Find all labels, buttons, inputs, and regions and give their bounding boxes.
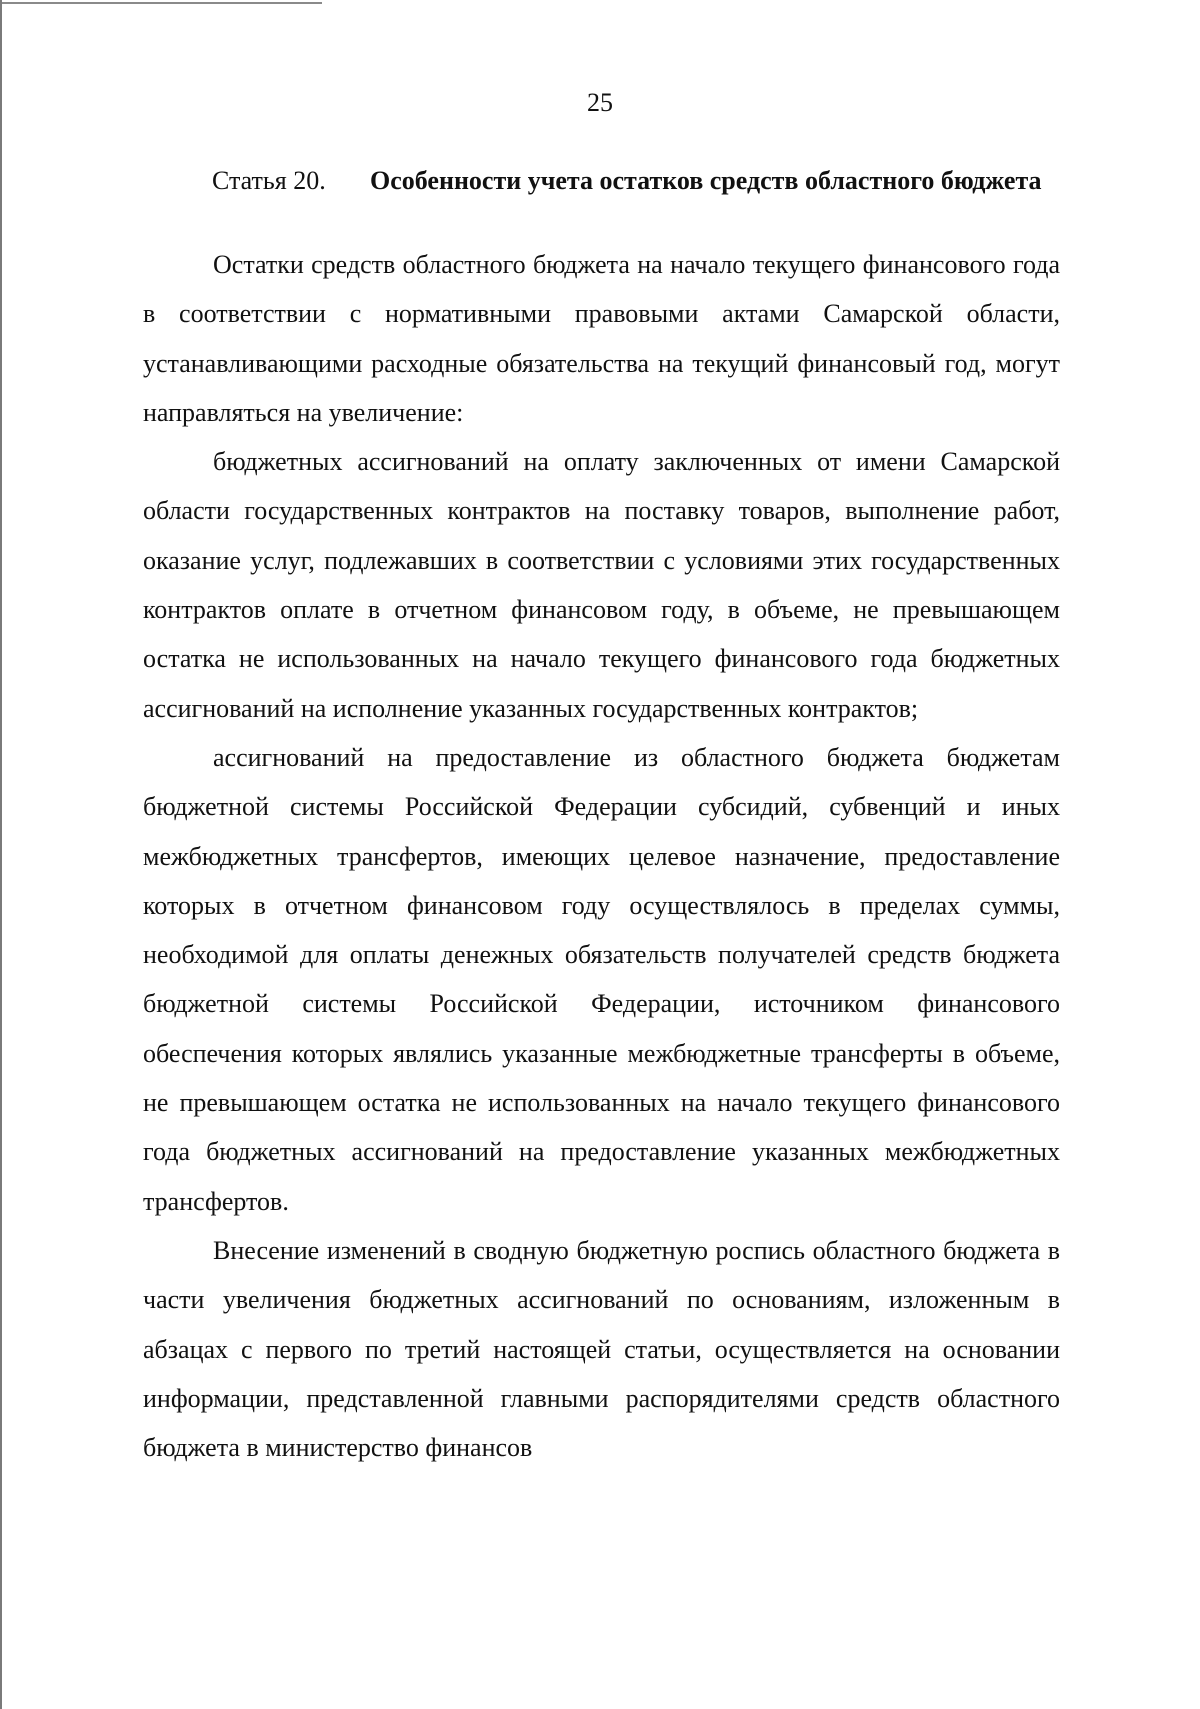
page-number: 25 bbox=[587, 88, 613, 117]
scan-edge-line bbox=[0, 0, 2, 1709]
article-label: Статья 20. bbox=[212, 166, 326, 195]
paragraph: бюджетных ассигнований на оплату заключенных от имени Самарской области государственных контрактов на поставку товаров, выполнение работ, оказание услуг, подлежавших в соответствии с условиями этих государственных контрактов оплате в отчетном финансовом году, в объеме, не превышающем остатка не использованных на начало текущего финансового года бюджетных ассигнований на исполнение указанных государственных контрактов; bbox=[143, 447, 1060, 723]
paragraph: ассигнований на предоставление из областного бюджета бюджетам бюджетной системы Российской Федерации субсидий, субвенций и иных межбюджетных трансфертов, имеющих целевое назначение, предоставление которых в отчетном финансовом году осуществлялось в пределах суммы, необходимой для оплаты денежных обязательств получателей средств бюджета бюджетной системы Российской Федерации, источником финансового обеспечения которых являлись указанные межбюджетные трансферты в объеме, не превышающем остатка не использованных на начало текущего финансового года бюджетных ассигнований на предоставление указанных межбюджетных трансфертов. bbox=[143, 742, 1060, 1216]
paragraph: Внесение изменений в сводную бюджетную роспись областного бюджета в части увеличения бюджетных ассигнований по основаниям, изложенным в абзацах с первого по третий настоящей статьи, осуществляется на основании информации, представленной главными распорядителями средств областного бюджета в министерство финансов bbox=[143, 1235, 1060, 1463]
paragraph: Остатки средств областного бюджета на начало текущего финансового года в соответствии с нормативными правовыми актами Самарской области, устанавливающими расходные обязательства на текущий финансовый год, могут направляться на увеличение: bbox=[143, 250, 1060, 427]
scan-top-line bbox=[2, 2, 322, 4]
article-title: Особенности учета остатков средств областного бюджета bbox=[370, 166, 1042, 195]
article-body bbox=[143, 240, 1060, 1472]
